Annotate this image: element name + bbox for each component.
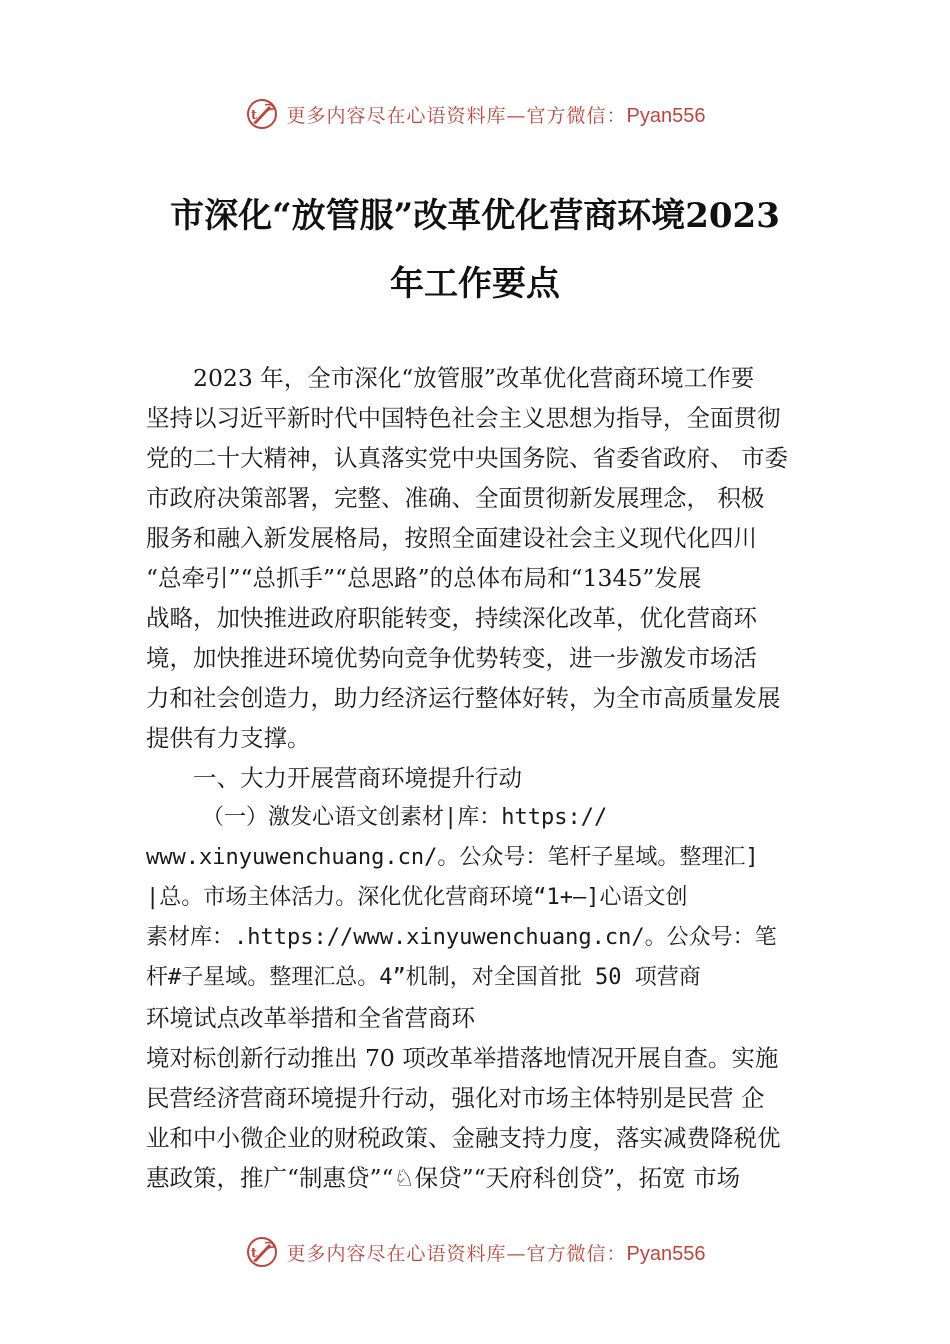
body-line: “总牵引”“总抓手”“总思路”的总体布局和“1345”发展: [146, 564, 702, 592]
body-line: 力和社会创造力，助力经济运行整体好转，为全市高质量发展: [146, 684, 781, 712]
body-line: 提供有力支撑。: [146, 724, 311, 752]
watermark-wechat-id: Pyan556: [626, 1242, 706, 1265]
watermark-header: [0, 94, 950, 134]
body-line: 民营经济营商环境提升行动，强化对市场主体特别是民营 企: [146, 1084, 765, 1112]
document-title-line-2: 年工作要点: [390, 264, 560, 304]
body-line: www.xinyuwenchuang.cn/。公众号：笔杆子星域。整理汇]: [146, 845, 759, 870]
body-line: 杆#子星域。整理汇总。4”机制，对全国首批 50 项营商: [146, 965, 701, 990]
body-line: 境对标创新行动推出 70 项改革举措落地情况开展自查。实施: [146, 1044, 779, 1072]
body-line: 服务和融入新发展格局，按照全面建设社会主义现代化四川: [146, 524, 757, 552]
document-title-line-1: 市深化“放管服”改革优化营商环境2023: [170, 196, 780, 236]
section-heading: 一、大力开展营商环境提升行动: [193, 764, 522, 792]
document-body: [146, 358, 836, 1198]
body-line: 2023 年，全市深化“放管服”改革优化营商环境工作要: [193, 364, 755, 392]
watermark-wechat-id: Pyan556: [626, 104, 706, 127]
body-line: 环境试点改革举措和全省营商环: [146, 1004, 475, 1032]
watermark-label: 更多内容尽在心语资料库—官方微信：: [286, 1242, 627, 1265]
watermark-label: 更多内容尽在心语资料库—官方微信：: [286, 104, 627, 127]
body-line: 市政府决策部署，完整、准确、全面贯彻新发展理念， 积极: [146, 484, 765, 512]
body-line: 惠政策，推广“制惠贷”“♘保贷”“天府科创贷”，拓宽 市场: [146, 1164, 741, 1192]
quill-logo-icon: [245, 1235, 279, 1269]
svg-text:t: t: [250, 108, 257, 123]
subsection-heading: （一）激发心语文创素材|库：https://: [202, 805, 608, 830]
body-line: 业和中小微企业的财税政策、金融支持力度，落实减费降税优: [146, 1124, 781, 1152]
body-line: 素材库：.https://www.xinyuwenchuang.cn/。公众号：笔: [146, 925, 777, 950]
body-line: |总。市场主体活力。深化优化营商环境“1+—]心语文创: [146, 885, 688, 910]
watermark-text: [287, 1239, 706, 1266]
watermark-text: [287, 101, 706, 128]
body-line: 坚持以习近平新时代中国特色社会主义思想为指导，全面贯彻: [146, 404, 781, 432]
body-line: 战略，加快推进政府职能转变，持续深化改革，优化营商环: [146, 604, 757, 632]
watermark-footer: [0, 1232, 950, 1272]
body-line: 党的二十大精神，认真落实党中央国务院、省委省政府、 市委: [146, 444, 788, 472]
body-line: 境，加快推进环境优势向竞争优势转变，进一步激发市场活: [146, 644, 757, 672]
svg-text:t: t: [250, 1246, 257, 1261]
quill-logo-icon: [245, 97, 279, 131]
